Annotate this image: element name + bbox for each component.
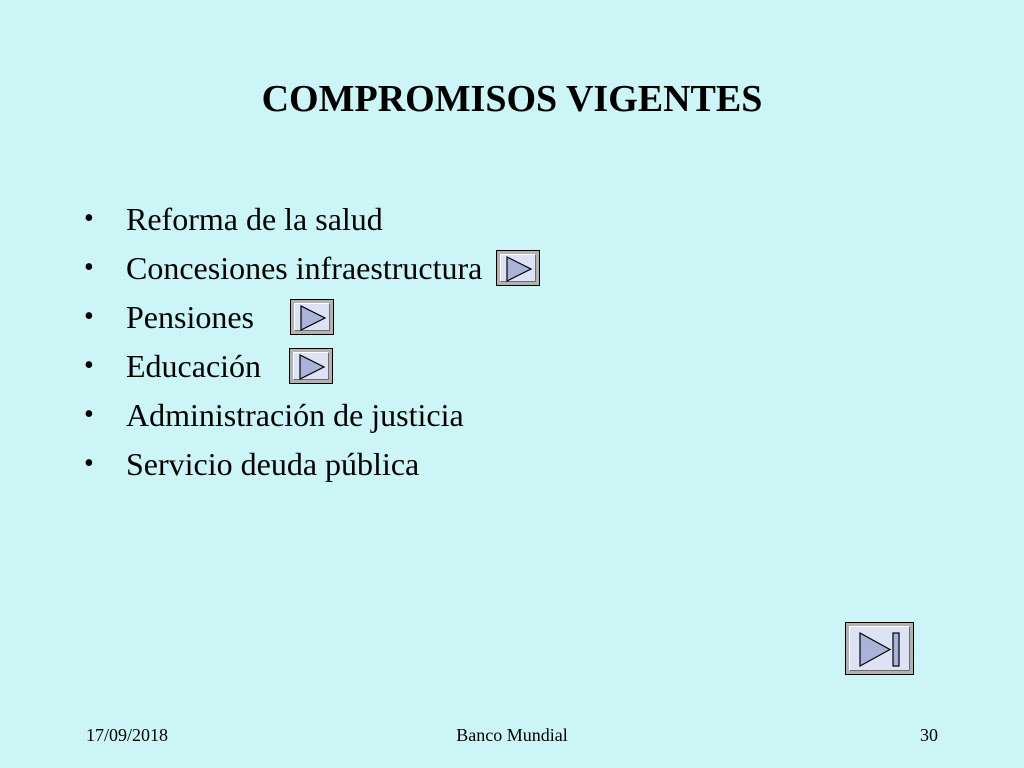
bullet-label: Concesiones infraestructura: [126, 249, 483, 286]
bullet-label: Servicio deuda pública: [126, 445, 420, 482]
footer-organization: Banco Mundial: [456, 725, 568, 745]
bullet-marker: •: [84, 349, 94, 381]
bullet-label: Pensiones: [126, 298, 254, 335]
bullet-label: Administración de justicia: [126, 396, 464, 433]
play-triangle-icon: [497, 251, 541, 287]
bullet-marker: •: [84, 202, 94, 234]
bullet-marker: •: [84, 300, 94, 332]
bullet-marker: •: [84, 447, 94, 479]
slide-title: COMPROMISOS VIGENTES: [261, 78, 763, 120]
bullet-item-reforma-salud: [84, 194, 540, 243]
bullet-label: Reforma de la salud: [126, 200, 383, 237]
bullet-label: Educación: [126, 347, 262, 384]
bullet-list: [84, 194, 540, 488]
bullet-item-justicia: [84, 390, 540, 439]
bullet-marker: •: [84, 398, 94, 430]
end-slide-button[interactable]: [845, 622, 914, 675]
concesiones-link-button[interactable]: [496, 250, 540, 286]
slide-number: 30: [920, 725, 938, 745]
bullet-item-pensiones: [84, 292, 540, 341]
footer-date: 17/09/2018: [86, 725, 169, 745]
educacion-link-button[interactable]: [289, 348, 333, 384]
bullet-item-educacion: [84, 341, 540, 390]
skip-to-end-icon: [846, 623, 915, 676]
bullet-item-concesiones: [84, 243, 540, 292]
bullet-item-deuda-publica: [84, 439, 540, 488]
bullet-marker: •: [84, 251, 94, 283]
pensiones-link-button[interactable]: [290, 299, 334, 335]
play-triangle-icon: [291, 300, 335, 336]
play-triangle-icon: [290, 349, 334, 385]
